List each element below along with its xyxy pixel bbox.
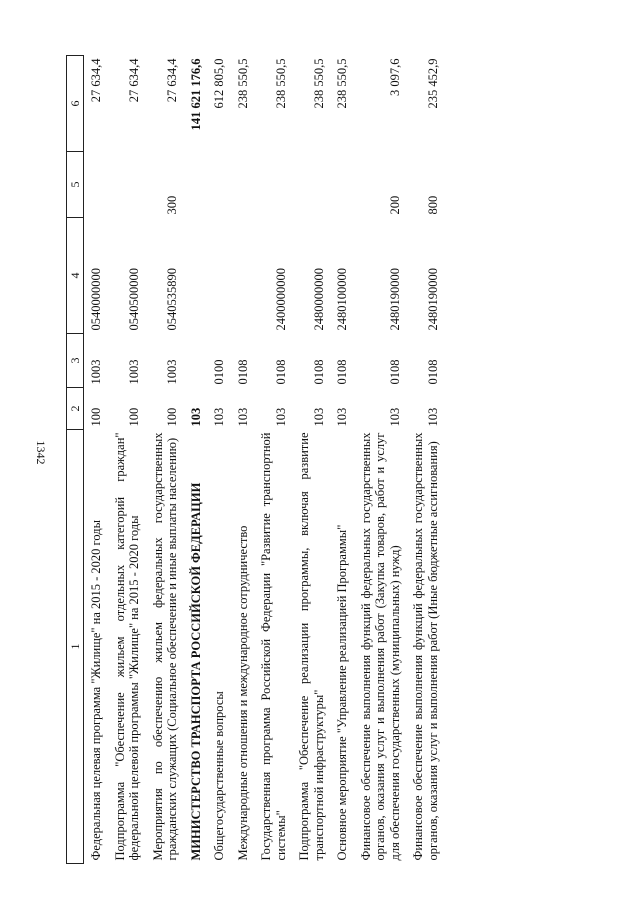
row-code-4: 2480100000 — [335, 268, 349, 331]
page-number: 1342 — [34, 440, 48, 465]
row-code-3: 0108 — [273, 359, 288, 385]
row-code-5 — [108, 152, 146, 218]
row-amount: 238 550,5 — [273, 58, 288, 109]
row-code-2: 100 — [127, 407, 141, 427]
row-code-5 — [207, 152, 231, 218]
row-code-4: 0540535890 — [165, 268, 179, 331]
row-code-2: 103 — [212, 407, 226, 427]
row-code-2: 103 — [311, 407, 326, 427]
row-code-4 — [207, 218, 231, 334]
row-code-5: 300 — [165, 195, 179, 215]
table-row — [207, 56, 231, 864]
table-row — [330, 56, 354, 864]
row-amount: 238 550,5 — [311, 58, 326, 109]
row-code-4 — [184, 218, 208, 334]
row-code-2: 103 — [273, 407, 288, 427]
table-row — [108, 56, 146, 864]
row-name: Финансовое обеспечение выполнения функций федеральных государственных органов, оказания услуг и выполнения работ (Иные бюджетные ассигнования) — [411, 432, 440, 861]
table-row — [231, 56, 255, 864]
row-code-2: 103 — [335, 407, 349, 427]
row-code-2: 103 — [235, 407, 250, 427]
row-name: Федеральная целевая программа "Жилище" на 2015 - 2020 годы — [89, 519, 103, 861]
row-amount: 27 634,4 — [127, 58, 141, 103]
row-code-4: 2480190000 — [387, 268, 402, 331]
row-code-5 — [254, 152, 292, 218]
row-code-3: 0108 — [335, 359, 349, 385]
column-header: 1 — [67, 430, 84, 864]
row-name: Основное мероприятие "Управление реализацией Программы" — [335, 524, 349, 861]
row-amount: 27 634,4 — [89, 58, 103, 103]
row-name: Государственная программа Российской Федерации "Развитие транспортной системы" — [259, 432, 288, 861]
table-row — [354, 56, 407, 864]
row-name: МИНИСТЕРСТВО ТРАНСПОРТА РОССИЙСКОЙ ФЕДЕРАЦИИ — [188, 482, 203, 861]
table-row — [254, 56, 292, 864]
table-row — [406, 56, 444, 864]
budget-table — [66, 55, 444, 864]
row-amount: 612 805,0 — [212, 58, 226, 109]
table-body — [84, 56, 445, 864]
row-name: Подпрограмма "Обеспечение жильем отдельных категорий граждан" федеральной целевой программы "Жилище" на 2015 - 2020 годы — [112, 432, 141, 861]
row-amount: 235 452,9 — [425, 58, 440, 109]
table-row — [184, 56, 208, 864]
row-code-5 — [84, 152, 108, 218]
row-name: Общегосударственные вопросы — [212, 691, 226, 861]
column-header: 6 — [67, 56, 84, 152]
budget-table-rotated — [66, 56, 586, 864]
column-header: 2 — [67, 388, 84, 430]
row-amount: 141 621 176,6 — [188, 58, 203, 131]
row-name: Международные отношения и международное сотрудничество — [235, 525, 250, 861]
row-code-2: 100 — [89, 407, 103, 427]
row-code-3: 0108 — [425, 359, 440, 385]
row-code-2: 100 — [165, 407, 179, 427]
row-amount: 27 634,4 — [165, 58, 179, 103]
row-name: Финансовое обеспечение выполнения функций федеральных государственных органов, оказания услуг и выполнения работ (Закупка товаров, работ и услуг для обеспечения государственных (муниципальных) нужд) — [358, 432, 402, 861]
table-row — [292, 56, 330, 864]
row-code-2: 103 — [425, 407, 440, 427]
row-code-3: 0100 — [212, 359, 226, 385]
table-row — [84, 56, 108, 864]
row-code-3: 1003 — [127, 359, 141, 385]
row-code-2: 103 — [188, 407, 203, 427]
column-header: 4 — [67, 218, 84, 334]
row-code-3: 0108 — [311, 359, 326, 385]
table-row — [146, 56, 184, 864]
row-name: Мероприятия по обеспечению жильем федеральных государственных гражданских служащих (Социальное обеспечение и иные выплаты населению) — [150, 432, 179, 861]
header-row — [67, 56, 84, 864]
row-code-4: 2400000000 — [273, 268, 288, 331]
row-code-4: 2480000000 — [311, 268, 326, 331]
row-amount: 238 550,5 — [235, 58, 250, 109]
row-code-3: 0108 — [387, 359, 402, 385]
row-code-5 — [330, 152, 354, 218]
row-amount: 3 097,6 — [387, 58, 402, 96]
row-code-3: 0108 — [235, 359, 250, 385]
row-code-5 — [184, 152, 208, 218]
row-amount: 238 550,5 — [335, 58, 349, 109]
row-code-4: 2480190000 — [425, 268, 440, 331]
row-code-5: 200 — [387, 195, 402, 215]
row-name: Подпрограмма "Обеспечение реализации программы, включая развитие транспортной инфраструктуры" — [297, 432, 326, 861]
row-code-3 — [184, 334, 208, 388]
column-header: 5 — [67, 152, 84, 218]
column-header: 3 — [67, 334, 84, 388]
row-code-5 — [231, 152, 255, 218]
row-code-5: 800 — [425, 195, 440, 215]
row-code-4: 0540000000 — [89, 268, 103, 331]
row-code-4: 0540500000 — [127, 268, 141, 331]
row-code-3: 1003 — [89, 359, 103, 385]
row-code-5 — [292, 152, 330, 218]
row-code-2: 103 — [387, 407, 402, 427]
row-code-3: 1003 — [165, 359, 179, 385]
row-code-4 — [231, 218, 255, 334]
